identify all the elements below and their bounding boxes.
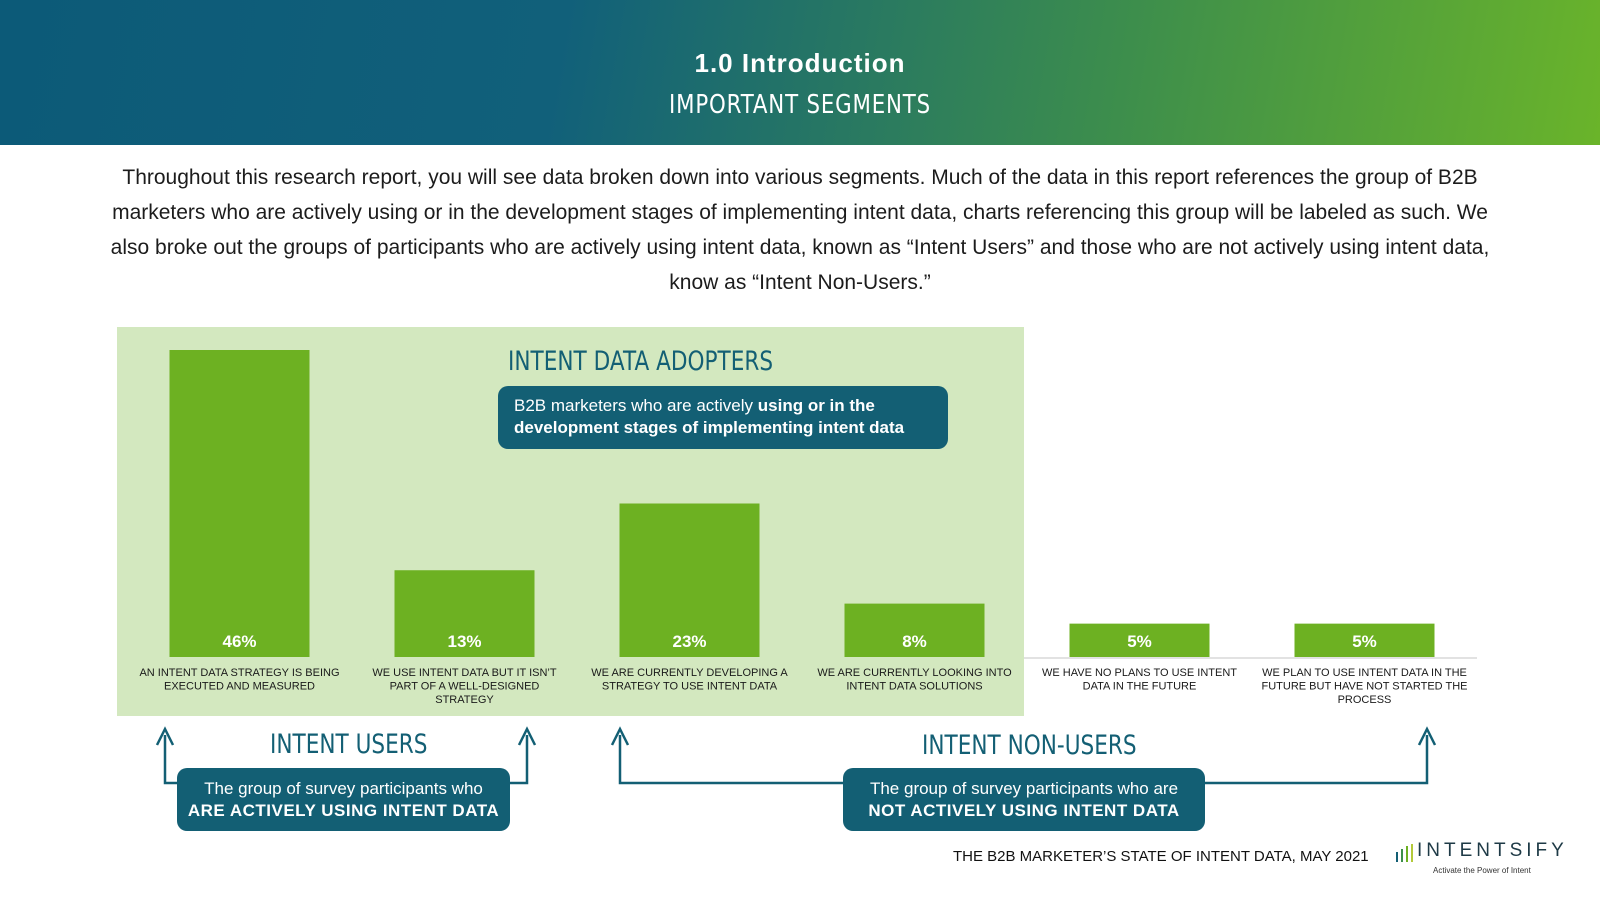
category-label-line: PART OF A WELL-DESIGNED — [389, 680, 540, 693]
users-callout-line2: ARE ACTIVELY USING INTENT DATA — [187, 801, 500, 820]
page-title: 1.0 Introduction — [694, 48, 906, 78]
intro-paragraph: Throughout this research report, you will see data broken down into various segments. Much of the data in this report references the group of B2B marketers who are actively using or in the development stages of implementing intent data, charts referencing this group will be labeled as such. We also broke out the groups of participants who are actively using intent data, known as “Intent Users” and those who are not actively using intent data, know as “Intent Non-Users.” — [110, 166, 1490, 294]
logo-bars-icon — [1395, 844, 1415, 864]
bar-value-label-2: 13% — [447, 632, 482, 651]
category-label-2 — [372, 667, 556, 706]
bar-value-label-5: 5% — [1127, 632, 1152, 651]
adopters-callout-text: B2B marketers who are actively — [514, 396, 758, 415]
category-label-line: WE USE INTENT DATA BUT IT ISN’T — [372, 667, 557, 679]
adopters-callout-emphasis: using or in the development stages of implementing intent data — [514, 396, 905, 437]
category-labels-layer — [139, 667, 1467, 706]
nonusers-callout-line1: The group of survey participants who are — [869, 779, 1179, 798]
category-label-line: FUTURE BUT HAVE NOT STARTED THE — [1261, 680, 1468, 693]
category-label-line: WE ARE CURRENTLY LOOKING INTO — [817, 667, 1012, 679]
category-label-5 — [1042, 667, 1237, 693]
nonusers-callout-line2: NOT ACTIVELY USING INTENT DATA — [868, 801, 1180, 820]
category-label-line: PROCESS — [1337, 694, 1392, 706]
category-label-line: WE HAVE NO PLANS TO USE INTENT — [1042, 667, 1237, 679]
bar-1 — [170, 350, 310, 657]
bars-layer — [170, 350, 1435, 657]
category-label-line: WE PLAN TO USE INTENT DATA IN THE — [1262, 667, 1467, 679]
nonusers-callout — [843, 768, 1205, 831]
category-label-line: WE ARE CURRENTLY DEVELOPING A — [591, 667, 788, 679]
bar-value-label-6: 5% — [1352, 632, 1377, 651]
adopters-heading: INTENT DATA ADOPTERS — [508, 346, 774, 377]
category-label-6 — [1262, 667, 1468, 706]
users-heading: INTENT USERS — [270, 729, 428, 760]
users-callout-line1: The group of survey participants who — [204, 779, 483, 798]
category-label-line: DATA IN THE FUTURE — [1082, 680, 1197, 693]
bar-value-label-1: 46% — [222, 632, 257, 651]
nonusers-heading: INTENT NON-USERS — [922, 730, 1137, 761]
category-label-line: STRATEGY TO USE INTENT DATA — [601, 680, 778, 693]
category-label-4 — [817, 667, 1012, 693]
category-label-line: AN INTENT DATA STRATEGY IS BEING — [139, 667, 340, 679]
logo-wordmark: INTENTSIFY — [1417, 840, 1568, 861]
footer-report-title: THE B2B MARKETER’S STATE OF INTENT DATA, MAY 2021 — [953, 848, 1369, 865]
category-label-line: EXECUTED AND MEASURED — [164, 680, 315, 693]
category-label-1 — [139, 667, 339, 693]
category-label-3 — [591, 667, 788, 693]
users-callout — [177, 768, 510, 831]
bar-value-label-3: 23% — [672, 632, 707, 651]
logo-tagline: Activate the Power of Intent — [1433, 866, 1531, 875]
intentsify-logo — [1395, 840, 1568, 880]
page-subtitle: IMPORTANT SEGMENTS — [669, 90, 931, 120]
category-label-line: INTENT DATA SOLUTIONS — [846, 680, 983, 693]
bar-value-label-4: 8% — [902, 632, 927, 651]
category-label-line: STRATEGY — [435, 694, 494, 706]
